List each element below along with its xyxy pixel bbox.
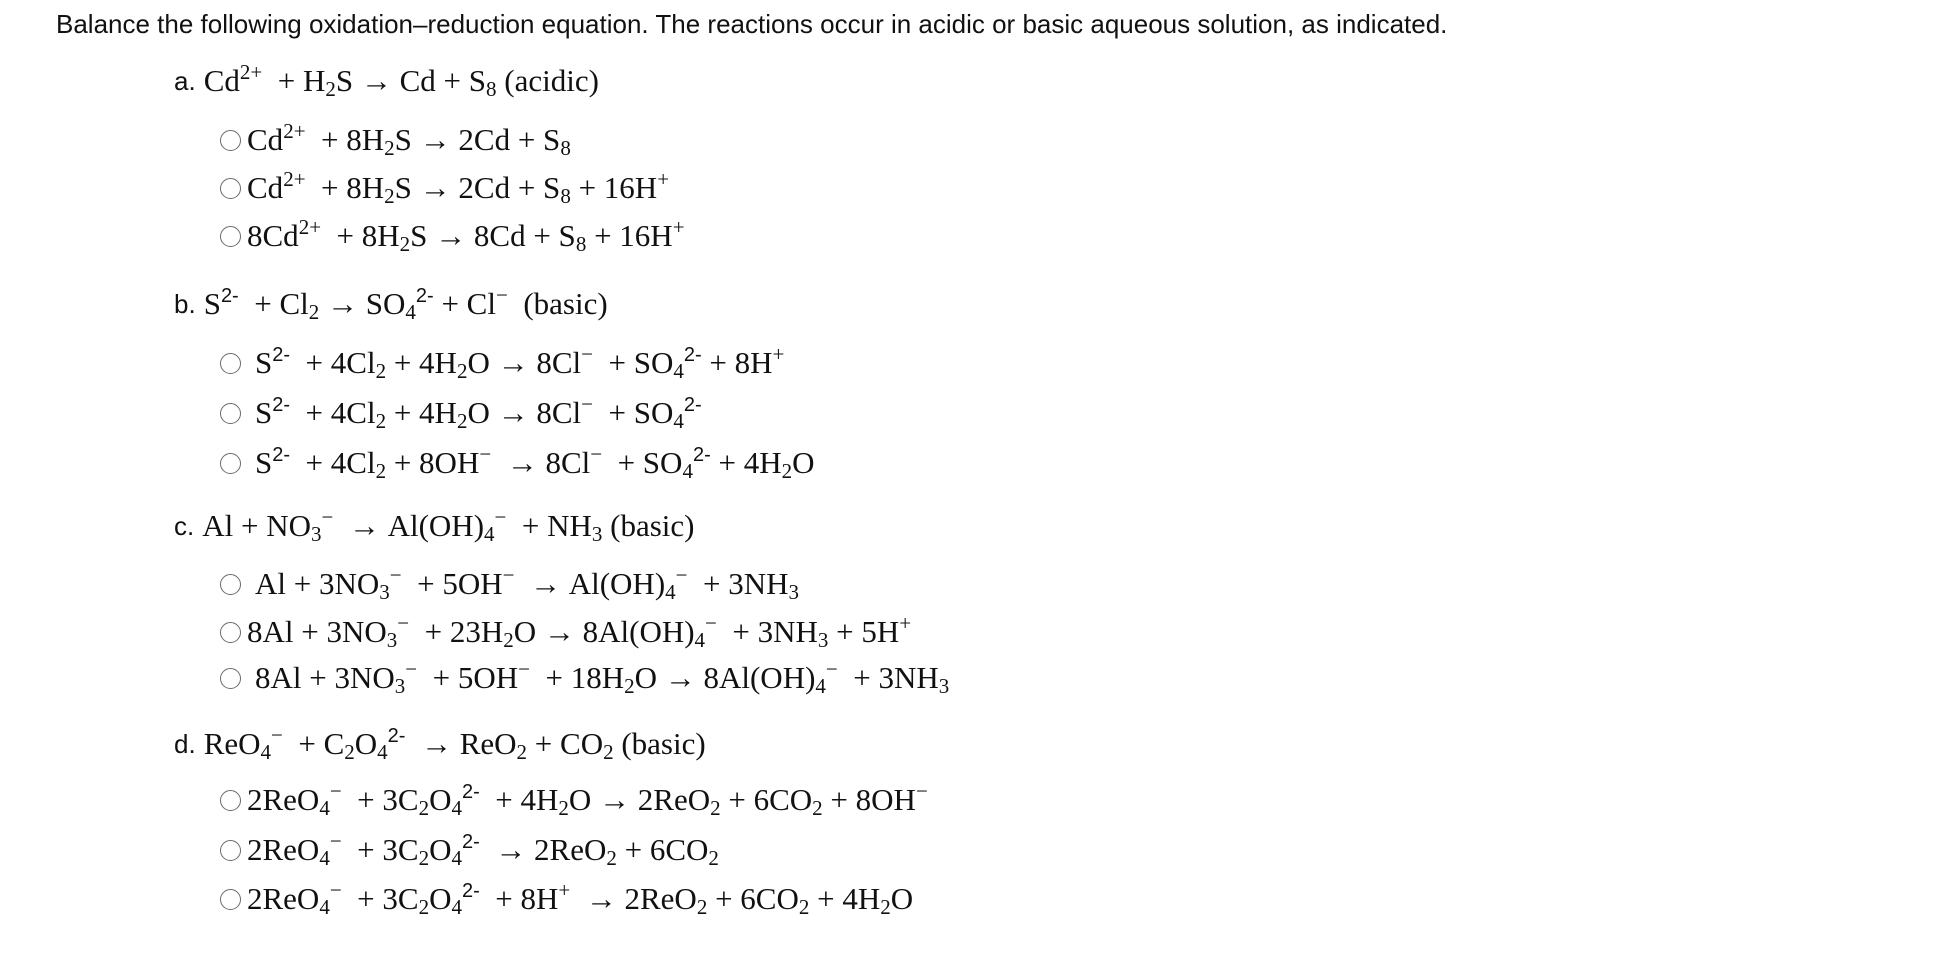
equation-token: 2- (692, 444, 711, 466)
option-a-3[interactable] (220, 214, 685, 258)
equation-token: − (329, 878, 342, 902)
equation-token: + 4H (386, 345, 457, 380)
equation-token: 2 (624, 674, 635, 698)
equation-token: 4 (260, 740, 272, 764)
equation-token: 4 (694, 628, 706, 652)
option-c-3[interactable] (220, 656, 949, 700)
question-letter: b. (174, 288, 196, 319)
equation-token: + SO (602, 445, 683, 480)
equation-token: + 4H (710, 445, 782, 480)
option-c-1[interactable] (220, 562, 799, 606)
option-b-3[interactable] (220, 441, 815, 485)
equation-token: 2- (683, 394, 702, 416)
equation-token: 2 (418, 846, 430, 870)
equation-token: O → 8Cl (467, 395, 582, 430)
equation-token: 2- (461, 781, 480, 803)
equation-token: + 16H (570, 170, 658, 205)
equation-token: → ReO (405, 726, 517, 761)
equation-token: 2- (272, 394, 291, 416)
equation-token: + 5OH (401, 566, 503, 601)
equation-token: + 8H (701, 345, 773, 380)
equation-token: 2 (606, 846, 617, 870)
equation-token: + 8OH (386, 445, 480, 480)
equation-token: + 6CO (616, 832, 709, 867)
equation-token: 2 (696, 895, 708, 919)
equation-token: 4 (682, 459, 693, 483)
equation-token: 2 (503, 628, 514, 652)
equation-token: + 3C (341, 881, 419, 916)
radio-button[interactable] (220, 226, 241, 247)
radio-button[interactable] (220, 574, 241, 595)
equation-token: − (397, 611, 410, 635)
question-d-header (174, 721, 706, 767)
equation-token: O (429, 881, 452, 916)
equation-token: 2 (781, 459, 793, 483)
question-equation (203, 723, 706, 764)
option-equation (247, 167, 670, 208)
equation-token: + 18H (529, 660, 625, 695)
option-equation (247, 215, 685, 256)
equation-token: − (825, 657, 838, 681)
equation-token: + 6CO (720, 782, 813, 817)
equation-token: Cd (203, 63, 240, 98)
option-equation (247, 878, 914, 919)
equation-token: + 4Cl (290, 445, 376, 480)
equation-token: − (581, 342, 593, 366)
equation-token: Cd (247, 170, 284, 205)
equation-token: S → 8Cd + S (410, 218, 576, 253)
equation-token: 8Al + 3NO (255, 660, 395, 695)
equation-token: + 4Cl (290, 345, 376, 380)
equation-token: (basic) (613, 726, 706, 761)
equation-token: O (354, 726, 378, 761)
equation-token: 2- (272, 444, 291, 466)
equation-token: 3 (938, 674, 950, 698)
radio-button[interactable] (220, 668, 241, 689)
equation-token: 3 (386, 628, 398, 652)
equation-token: 8Cd (247, 218, 299, 253)
equation-token: 2+ (298, 215, 322, 239)
equation-token: 2 (456, 359, 468, 383)
equation-token: 2 (812, 796, 823, 820)
equation-token: 4 (405, 300, 416, 324)
equation-token: O → 8Cl (467, 345, 582, 380)
equation-token: 2 (384, 136, 395, 160)
equation-token: 4 (319, 895, 330, 919)
option-equation (255, 342, 785, 383)
equation-token: 2 (558, 796, 569, 820)
equation-token: O (429, 832, 452, 867)
equation-token: 2ReO (247, 881, 320, 916)
equation-token: 2- (220, 285, 239, 307)
equation-token: S → 2Cd + S (394, 170, 561, 205)
equation-token: + Cl (238, 286, 309, 321)
equation-token: + SO (592, 345, 674, 380)
equation-token: 3 (394, 674, 406, 698)
question-equation (203, 283, 608, 324)
equation-token: O (890, 881, 914, 916)
equation-token: 4 (673, 359, 684, 383)
equation-token: 2ReO (247, 832, 320, 867)
equation-token: + 8H (321, 218, 400, 253)
equation-token: O (792, 445, 815, 480)
equation-token: O → 8Al(OH) (634, 660, 816, 695)
equation-token: 8 (560, 136, 571, 160)
equation-token: Al + NO (202, 508, 311, 543)
equation-token: 2 (456, 409, 468, 433)
equation-token: 2+ (283, 167, 306, 191)
instructions-text: Balance the following oxidation–reduction equation. The reactions occur in acidic or basic aqueous solution, as indicated. (56, 9, 1448, 39)
equation-token: + H (262, 63, 326, 98)
equation-token: + (899, 611, 912, 635)
question-letter: a. (174, 65, 196, 96)
equation-token: 2 (603, 740, 614, 764)
question-equation (202, 505, 695, 546)
equation-token: 2 (375, 359, 387, 383)
equation-token: 2 (798, 895, 810, 919)
equation-token: 3 (311, 522, 322, 546)
equation-token: + 5OH (417, 660, 519, 695)
equation-token: 2 (708, 846, 719, 870)
radio-button[interactable] (220, 453, 241, 474)
equation-token: O → 2ReO (568, 782, 711, 817)
equation-token: − (705, 611, 717, 635)
equation-token: 2- (272, 344, 291, 366)
equation-token: 4 (319, 846, 330, 870)
equation-token: + (672, 215, 685, 239)
equation-token: 2- (683, 344, 702, 366)
option-equation (255, 392, 702, 433)
equation-token: 2 (399, 232, 411, 256)
equation-token: + (657, 167, 670, 191)
equation-token: + 16H (586, 218, 673, 253)
equation-token: + 3NH (716, 614, 818, 649)
option-equation (255, 563, 799, 604)
equation-token: + (558, 878, 571, 902)
equation-token: 8 (486, 77, 497, 101)
equation-token: 2 (418, 796, 430, 820)
equation-token: 4 (451, 846, 462, 870)
equation-token: + 3C (341, 832, 419, 867)
equation-token: + SO (592, 395, 674, 430)
equation-token: − (321, 505, 334, 529)
equation-token: 2+ (239, 60, 263, 84)
option-equation (247, 829, 719, 870)
equation-token: S (255, 345, 273, 380)
equation-token: 2- (461, 831, 480, 853)
equation-token: + 4H (386, 395, 457, 430)
equation-token: 4 (815, 674, 826, 698)
radio-button[interactable] (220, 403, 241, 424)
equation-token: 8 (575, 232, 587, 256)
equation-token: + 6CO (707, 881, 799, 916)
option-a-1[interactable] (220, 118, 571, 162)
equation-token: S → Cd + S (335, 63, 486, 98)
equation-token: (acidic) (496, 63, 599, 98)
radio-button[interactable] (220, 840, 241, 861)
option-b-1[interactable] (220, 341, 784, 385)
equation-token: 3 (591, 522, 603, 546)
equation-token: − (675, 563, 688, 587)
equation-token: + 4H (479, 782, 559, 817)
equation-token: 2- (387, 725, 406, 747)
equation-token: → Al(OH) (333, 508, 485, 543)
equation-token: + 8H (305, 122, 385, 157)
equation-token: → 2ReO (570, 881, 697, 916)
equation-token: S (203, 286, 221, 321)
equation-token: 2 (418, 895, 430, 919)
equation-token: 2 (710, 796, 721, 820)
equation-token: + 23H (409, 614, 504, 649)
question-letter: c. (174, 510, 195, 541)
equation-token: + 3NH (687, 566, 789, 601)
equation-token: + (772, 342, 785, 366)
equation-token: − (329, 779, 342, 803)
equation-token: 2 (325, 77, 336, 101)
radio-button[interactable] (220, 622, 241, 643)
equation-token: → SO (319, 286, 406, 321)
equation-token: 2 (880, 895, 891, 919)
equation-token: 3 (817, 628, 829, 652)
equation-token: 4 (319, 796, 330, 820)
option-d-2[interactable] (220, 828, 719, 872)
radio-button[interactable] (220, 889, 241, 910)
equation-token: 2 (344, 740, 355, 764)
equation-token: − (915, 779, 928, 803)
equation-token: → Al(OH) (514, 566, 666, 601)
equation-token: + 5H (828, 614, 900, 649)
equation-token: + CO (527, 726, 604, 761)
equation-token: − (389, 563, 402, 587)
equation-token: − (581, 392, 593, 416)
equation-token: + 8OH (822, 782, 916, 817)
equation-token: 4 (451, 796, 462, 820)
radio-button[interactable] (220, 353, 241, 374)
option-d-3[interactable] (220, 877, 913, 921)
radio-button[interactable] (220, 790, 241, 811)
equation-token: → 8Cl (491, 445, 591, 480)
question-a-header (174, 58, 599, 104)
radio-button[interactable] (220, 130, 241, 151)
equation-token: O (429, 782, 452, 817)
equation-token: S → 2Cd + S (394, 122, 561, 157)
equation-token: + 8H (479, 881, 559, 916)
equation-token: 2 (516, 740, 528, 764)
equation-token: + C (282, 726, 345, 761)
equation-token: 4 (377, 740, 388, 764)
option-equation (247, 779, 928, 820)
equation-token: − (405, 657, 418, 681)
equation-token: 3 (788, 580, 799, 604)
option-equation (255, 657, 950, 698)
question-c-header (174, 503, 694, 549)
equation-token: 2- (415, 285, 434, 307)
equation-token: 8 (560, 184, 571, 208)
equation-token: − (495, 283, 508, 307)
equation-token: Al + 3NO (255, 566, 380, 601)
equation-token: − (271, 723, 283, 747)
equation-token: − (479, 442, 492, 466)
equation-token: 2 (308, 300, 320, 324)
equation-token: + 3C (341, 782, 419, 817)
option-d-1[interactable] (220, 778, 928, 822)
equation-token: − (502, 563, 515, 587)
equation-token: + 4Cl (290, 395, 376, 430)
radio-button[interactable] (220, 178, 241, 199)
equation-token: 2ReO (247, 782, 320, 817)
equation-token: 8Al + 3NO (247, 614, 387, 649)
equation-token: + NH (506, 508, 592, 543)
equation-token: 2- (461, 880, 480, 902)
equation-token: + 8H (305, 170, 385, 205)
option-a-2[interactable] (220, 166, 669, 210)
equation-token: → 2ReO (479, 832, 607, 867)
equation-token: 4 (673, 409, 684, 433)
equation-token: − (518, 657, 530, 681)
equation-token: S (255, 445, 273, 480)
equation-token: 2+ (283, 119, 306, 143)
option-c-2[interactable] (220, 610, 911, 654)
equation-token: + 4H (809, 881, 881, 916)
question-equation (203, 60, 599, 101)
equation-token: (basic) (602, 508, 695, 543)
equation-token: − (329, 829, 342, 853)
option-equation (247, 119, 571, 160)
equation-token: 3 (379, 580, 390, 604)
equation-token: S (255, 395, 273, 430)
equation-token: 2 (375, 409, 387, 433)
option-equation (255, 442, 815, 483)
equation-token: + 3NH (837, 660, 939, 695)
equation-token: (basic) (507, 286, 608, 321)
equation-token: + Cl (433, 286, 496, 321)
equation-token: − (494, 505, 507, 529)
equation-token: 2 (384, 184, 395, 208)
equation-token: 4 (451, 895, 462, 919)
question-b-header (174, 281, 608, 327)
equation-token: − (590, 442, 603, 466)
equation-token: 2 (375, 459, 387, 483)
equation-token: O → 8Al(OH) (513, 614, 695, 649)
equation-token: Cd (247, 122, 284, 157)
equation-token: 4 (665, 580, 676, 604)
equation-token: 4 (484, 522, 495, 546)
option-b-2[interactable] (220, 391, 702, 435)
question-letter: d. (174, 728, 196, 759)
option-equation (247, 611, 912, 652)
equation-token: ReO (203, 726, 261, 761)
